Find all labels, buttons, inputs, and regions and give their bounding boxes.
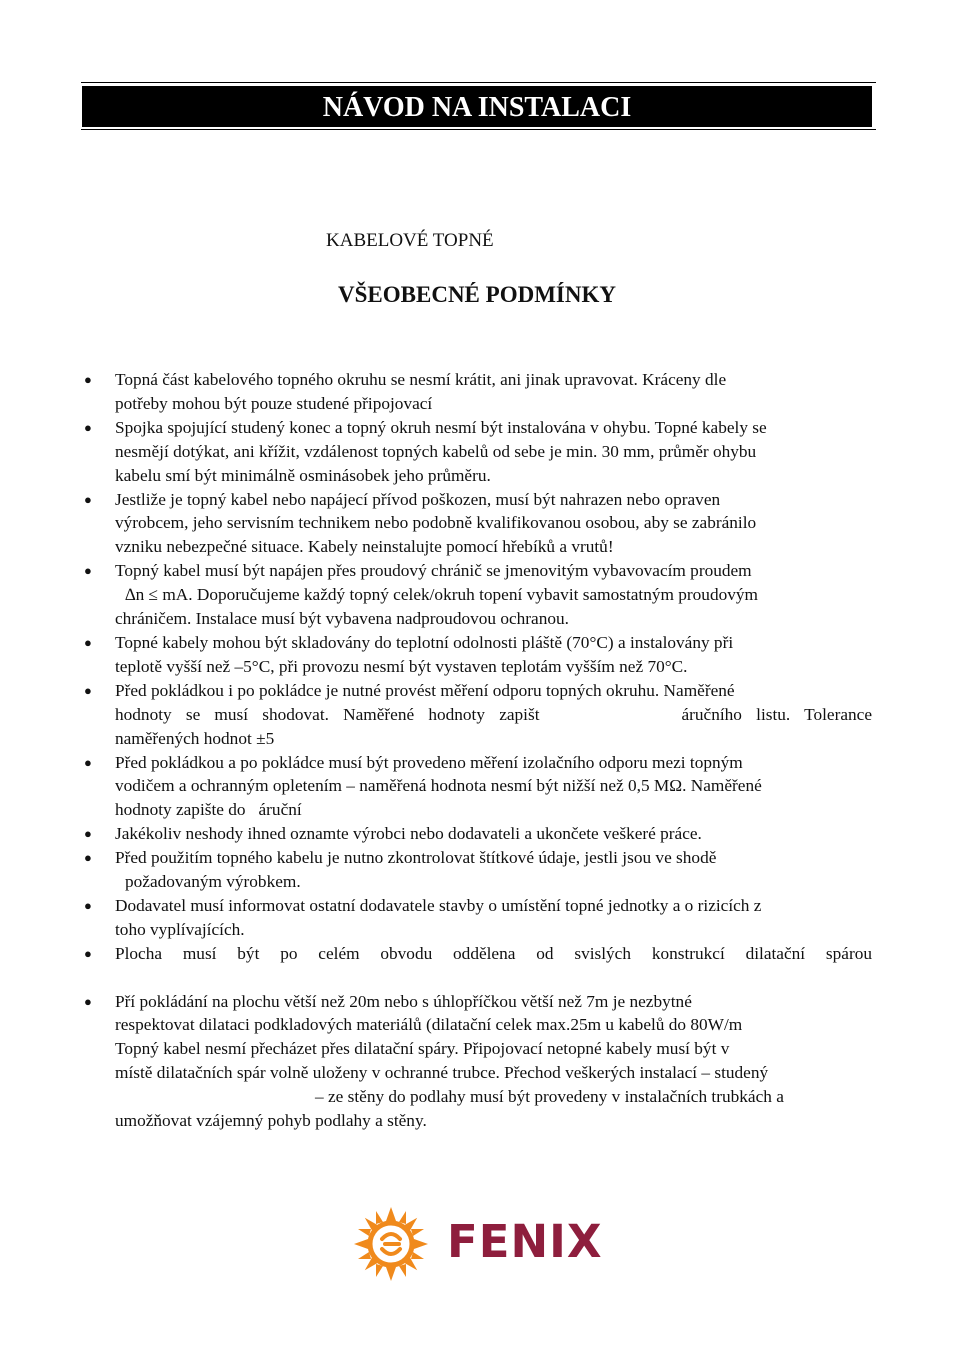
logo-text: FENIX	[447, 1215, 603, 1268]
list-item: ● Dodavatel musí informovat ostatní dodavatele stavby o umístění topné jednotky a o rizicích z toho vyplívajících.	[84, 895, 762, 939]
bullet-icon: ●	[84, 563, 92, 579]
list-item: ● Jestliže je topný kabel nebo napájecí přívod poškozen, musí být nahrazen nebo opraven výrobcem, jeho servisním technikem nebo podobně kvalifikovanou osobou, aby se zabránilo vzniku nebezpečné situace. Kabely neinstalujte pomocí hřebíků a vrutů!	[84, 489, 757, 557]
list-item: ● Před pokládkou a po pokládce musí být provedeno měření izolačního odporu mezi topným vodičem a ochranným opletením – naměřená hodnota nesmí být nižší než 0,5 MΩ. Naměřené hodnoty zapište do áruční	[84, 752, 762, 820]
bullet-icon: ●	[84, 419, 92, 435]
bullet-icon: ●	[84, 754, 92, 770]
list-item: ● Před použitím topného kabelu je nutno zkontrolovat štítkové údaje, jestli jsou ve shodě požadovaným výrobkem.	[84, 848, 717, 892]
list-item: ● Pří pokládání na plochu větší než 20m nebo s úhlopříčkou větší než 7m je nezbytné respektovat dilataci podkladových materiálů (dilatační celek max.25m u kabelů do 80W/m Topný kabel nesmí přecházet přes dilatační spáry. Připojovací netopné kabely musí být v místě dilatačních spár volně uloženy v ochranné trubce. Přechod veškerých instalací – studený – ze stěny do podlahy musí být provedeny v instalačních trubkách a umožňovat vzájemný pohyb podlahy a stěny.	[84, 991, 784, 1131]
bullet-icon: ●	[84, 372, 92, 387]
list-item: ● Jakékoliv neshody ihned oznamte výrobci nebo dodavateli a ukončete veškeré práce.	[82, 822, 872, 846]
bullet-icon: ●	[84, 850, 92, 866]
bullet-icon: ●	[84, 897, 92, 913]
bullet-icon: ●	[84, 634, 92, 650]
list-item: ● Před pokládkou i po pokládce je nutné provést měření odporu topných okruhu. Naměřené hodnoty se musí shodovat. Naměřené hodnoty zapišt áručního listu. Tolerance naměřených hodnot ±5	[84, 680, 872, 748]
bullet-icon: ●	[84, 993, 92, 1009]
list-item: ● Plocha musí být po celém obvodu oddělena od svislých konstrukcí dilatační spárou	[82, 942, 872, 990]
list-item: ● Topná část kabelového topného okruhu se nesmí krátit, ani jinak upravovat. Kráceny dle potřeby mohou být pouze studené připojovací	[84, 370, 727, 413]
page-title: NÁVOD NA INSTALACI	[82, 86, 872, 127]
fenix-sun-icon	[352, 1205, 430, 1283]
bullet-icon: ●	[84, 945, 92, 961]
conditions-list	[82, 368, 872, 1133]
title-rule-bottom	[81, 129, 876, 130]
bullet-icon: ●	[84, 491, 92, 507]
bullet-icon: ●	[84, 682, 92, 698]
list-item: ● Spojka spojující studený konec a topný okruh nesmí být instalována v ohybu. Topné kabely se nesmějí dotýkat, ani křížit, vzdálenost topných kabelů od sebe je min. 30 mm, průměr ohybu kabelu smí být minimálně osminásobek jeho průměru.	[84, 417, 767, 485]
section-title: VŠEOBECNÉ PODMÍNKY	[338, 282, 616, 307]
title-rule-top	[81, 82, 876, 83]
subtitle: KABELOVÉ TOPNÉ	[326, 230, 494, 251]
bullet-icon: ●	[84, 826, 92, 842]
list-item: ● Topné kabely mohou být skladovány do teplotní odolnosti pláště (70°C) a instalovány při teplotě vyšší než –5°C, při provozu nesmí být vystaven teplotám vyšším než 70°C.	[84, 632, 734, 676]
fenix-logo	[352, 1205, 612, 1283]
list-item: ● Topný kabel musí být napájen přes proudový chránič se jmenovitým vybavovacím proudem ∆n ≤ mA. Doporučujeme každý topný celek/okruh topení vybavit samostatným proudovým chráničem. Instalace musí být vybavena nadproudovou ochranou.	[84, 561, 758, 629]
